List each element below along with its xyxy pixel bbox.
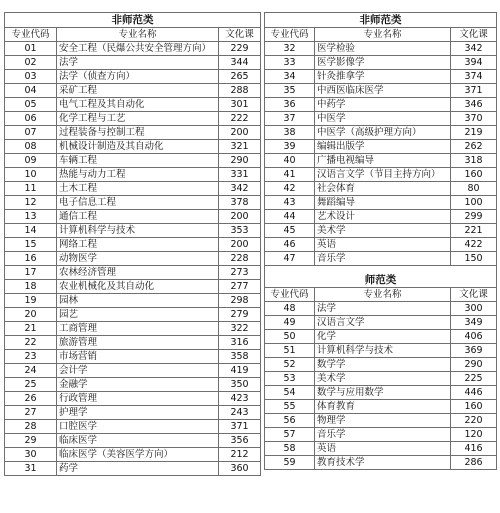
score-cell: 346: [451, 98, 497, 112]
score-cell: 160: [451, 168, 497, 182]
score-cell: 423: [219, 392, 261, 406]
table-row: [5, 266, 261, 280]
table-row: [265, 400, 497, 414]
table-row: [5, 238, 261, 252]
table-row: [5, 308, 261, 322]
score-cell: 221: [451, 224, 497, 238]
major-code-cell: 47: [265, 252, 315, 266]
score-cell: 356: [219, 434, 261, 448]
score-cell: 120: [451, 428, 497, 442]
score-cell: 265: [219, 70, 261, 84]
table-row: [5, 462, 261, 476]
major-code-cell: 37: [265, 112, 315, 126]
major-code-cell: 09: [5, 154, 57, 168]
table-row: [5, 364, 261, 378]
major-name-cell: 音乐学: [315, 428, 451, 442]
major-name-cell: 艺术设计: [315, 210, 451, 224]
score-cell: 279: [219, 308, 261, 322]
major-name-cell: 医学影像学: [315, 56, 451, 70]
column-header-score: 文化课: [451, 288, 497, 302]
major-code-cell: 30: [5, 448, 57, 462]
score-cell: 228: [219, 252, 261, 266]
major-code-cell: 21: [5, 322, 57, 336]
major-name-cell: 音乐学: [315, 252, 451, 266]
major-code-cell: 50: [265, 330, 315, 344]
score-cell: 371: [451, 84, 497, 98]
major-name-cell: 计算机科学与技术: [57, 224, 219, 238]
score-cell: 286: [451, 456, 497, 470]
table-row: [265, 414, 497, 428]
table-row: [5, 112, 261, 126]
table-row: [265, 428, 497, 442]
score-cell: 318: [451, 154, 497, 168]
major-code-cell: 29: [5, 434, 57, 448]
table-row: [265, 112, 497, 126]
major-name-cell: 临床医学: [57, 434, 219, 448]
major-name-cell: 中西医临床医学: [315, 84, 451, 98]
major-code-cell: 48: [265, 302, 315, 316]
table-row: [5, 420, 261, 434]
table-row: [5, 350, 261, 364]
section-title: 师范类: [265, 273, 497, 288]
major-name-cell: 计算机科学与技术: [315, 344, 451, 358]
major-code-cell: 19: [5, 294, 57, 308]
major-code-cell: 17: [5, 266, 57, 280]
major-name-cell: 美术学: [315, 372, 451, 386]
score-cell: 299: [451, 210, 497, 224]
column-header-score: 文化课: [219, 28, 261, 42]
score-cell: 358: [219, 350, 261, 364]
score-cell: 150: [451, 252, 497, 266]
score-cell: 80: [451, 182, 497, 196]
column-header-name: 专业名称: [315, 28, 451, 42]
score-cell: 371: [219, 420, 261, 434]
column-header-name: 专业名称: [57, 28, 219, 42]
score-cell: 349: [451, 316, 497, 330]
major-code-cell: 36: [265, 98, 315, 112]
major-code-cell: 20: [5, 308, 57, 322]
table-row: [5, 126, 261, 140]
major-code-cell: 08: [5, 140, 57, 154]
major-name-cell: 金融学: [57, 378, 219, 392]
major-name-cell: 中医学: [315, 112, 451, 126]
table-row: [265, 442, 497, 456]
major-code-cell: 51: [265, 344, 315, 358]
major-code-cell: 44: [265, 210, 315, 224]
section-break: [265, 266, 497, 302]
right-bottom-table-body: [265, 302, 497, 470]
score-cell: 422: [451, 238, 497, 252]
major-name-cell: 护理学: [57, 406, 219, 420]
major-code-cell: 35: [265, 84, 315, 98]
right-top-table-body: [265, 42, 497, 266]
table-row: [5, 70, 261, 84]
table-row: [5, 56, 261, 70]
major-name-cell: 英语: [315, 238, 451, 252]
table-row: [265, 330, 497, 344]
major-name-cell: 电气工程及其自动化: [57, 98, 219, 112]
table-row: [265, 98, 497, 112]
table-row: [5, 294, 261, 308]
left-table-body: [5, 42, 261, 476]
major-name-cell: 市场营销: [57, 350, 219, 364]
major-name-cell: 过程装备与控制工程: [57, 126, 219, 140]
score-cell: 200: [219, 126, 261, 140]
score-cell: 200: [219, 210, 261, 224]
major-name-cell: 旅游管理: [57, 336, 219, 350]
major-code-cell: 06: [5, 112, 57, 126]
table-row: [5, 322, 261, 336]
major-code-cell: 56: [265, 414, 315, 428]
major-code-cell: 12: [5, 196, 57, 210]
table-row: [5, 154, 261, 168]
major-name-cell: 采矿工程: [57, 84, 219, 98]
score-cell: 273: [219, 266, 261, 280]
major-name-cell: 会计学: [57, 364, 219, 378]
table-row: [265, 126, 497, 140]
major-name-cell: 医学检验: [315, 42, 451, 56]
score-cell: 288: [219, 84, 261, 98]
score-cell: 369: [451, 344, 497, 358]
major-code-cell: 42: [265, 182, 315, 196]
score-cell: 220: [451, 414, 497, 428]
major-name-cell: 化学: [315, 330, 451, 344]
table-row: [5, 182, 261, 196]
table-row: [265, 182, 497, 196]
major-name-cell: 农业机械化及其自动化: [57, 280, 219, 294]
score-cell: 344: [219, 56, 261, 70]
score-cell: 406: [451, 330, 497, 344]
major-code-cell: 46: [265, 238, 315, 252]
score-cell: 200: [219, 238, 261, 252]
major-name-cell: 物理学: [315, 414, 451, 428]
major-code-cell: 02: [5, 56, 57, 70]
table-row: [5, 168, 261, 182]
table-row: [265, 344, 497, 358]
major-code-cell: 03: [5, 70, 57, 84]
major-name-cell: 药学: [57, 462, 219, 476]
score-cell: 290: [219, 154, 261, 168]
score-cell: 219: [451, 126, 497, 140]
table-row: [5, 140, 261, 154]
table-row: [5, 84, 261, 98]
major-code-cell: 04: [5, 84, 57, 98]
table-row: [265, 154, 497, 168]
major-code-cell: 54: [265, 386, 315, 400]
major-code-cell: 01: [5, 42, 57, 56]
column-header-code: 专业代码: [5, 28, 57, 42]
table-row: [265, 70, 497, 84]
section-title: 非师范类: [265, 13, 497, 28]
score-cell: 321: [219, 140, 261, 154]
table-row: [5, 224, 261, 238]
major-name-cell: 动物医学: [57, 252, 219, 266]
major-code-cell: 57: [265, 428, 315, 442]
major-name-cell: 舞蹈编导: [315, 196, 451, 210]
score-cell: 360: [219, 462, 261, 476]
major-name-cell: 美术学: [315, 224, 451, 238]
major-code-cell: 27: [5, 406, 57, 420]
major-name-cell: 化学工程与工艺: [57, 112, 219, 126]
score-cell: 378: [219, 196, 261, 210]
major-name-cell: 英语: [315, 442, 451, 456]
table-row: [5, 280, 261, 294]
major-code-cell: 53: [265, 372, 315, 386]
major-name-cell: 热能与动力工程: [57, 168, 219, 182]
table-row: [5, 252, 261, 266]
major-name-cell: 数学与应用数学: [315, 386, 451, 400]
major-code-cell: 25: [5, 378, 57, 392]
major-name-cell: 土木工程: [57, 182, 219, 196]
major-code-cell: 34: [265, 70, 315, 84]
table-row: [5, 448, 261, 462]
score-cell: 342: [451, 42, 497, 56]
major-name-cell: 口腔医学: [57, 420, 219, 434]
table-row: [265, 456, 497, 470]
major-code-cell: 32: [265, 42, 315, 56]
major-name-cell: 汉语言文学（节目主持方向）: [315, 168, 451, 182]
major-code-cell: 33: [265, 56, 315, 70]
table-row: [5, 98, 261, 112]
right-score-table: [264, 12, 497, 470]
section-spacer: [265, 266, 497, 274]
score-cell: 394: [451, 56, 497, 70]
column-header-code: 专业代码: [265, 288, 315, 302]
score-cell: 262: [451, 140, 497, 154]
table-row: [5, 406, 261, 420]
major-name-cell: 网络工程: [57, 238, 219, 252]
score-cell: 353: [219, 224, 261, 238]
score-cell: 212: [219, 448, 261, 462]
major-name-cell: 中医学（高级护理方向）: [315, 126, 451, 140]
major-code-cell: 31: [5, 462, 57, 476]
table-row: [265, 302, 497, 316]
score-cell: 298: [219, 294, 261, 308]
major-name-cell: 工商管理: [57, 322, 219, 336]
table-row: [5, 336, 261, 350]
major-code-cell: 45: [265, 224, 315, 238]
table-row: [5, 42, 261, 56]
major-code-cell: 23: [5, 350, 57, 364]
major-code-cell: 14: [5, 224, 57, 238]
table-row: [265, 140, 497, 154]
score-cell: 290: [451, 358, 497, 372]
section-title: 非师范类: [5, 13, 261, 28]
table-row: [265, 168, 497, 182]
table-row: [265, 386, 497, 400]
score-cell: 322: [219, 322, 261, 336]
score-cell: 229: [219, 42, 261, 56]
major-code-cell: 52: [265, 358, 315, 372]
score-cell: 225: [451, 372, 497, 386]
table-row: [265, 84, 497, 98]
score-cell: 374: [451, 70, 497, 84]
major-code-cell: 38: [265, 126, 315, 140]
major-code-cell: 26: [5, 392, 57, 406]
score-cell: 342: [219, 182, 261, 196]
major-name-cell: 广播电视编导: [315, 154, 451, 168]
major-code-cell: 10: [5, 168, 57, 182]
table-row: [5, 210, 261, 224]
major-code-cell: 18: [5, 280, 57, 294]
major-name-cell: 中药学: [315, 98, 451, 112]
score-cell: 301: [219, 98, 261, 112]
table-row: [265, 210, 497, 224]
score-cell: 416: [451, 442, 497, 456]
major-code-cell: 58: [265, 442, 315, 456]
major-name-cell: 教育技术学: [315, 456, 451, 470]
score-cell: 316: [219, 336, 261, 350]
score-cell: 446: [451, 386, 497, 400]
major-code-cell: 13: [5, 210, 57, 224]
score-cell: 370: [451, 112, 497, 126]
table-row: [5, 434, 261, 448]
major-code-cell: 40: [265, 154, 315, 168]
major-code-cell: 24: [5, 364, 57, 378]
table-row: [265, 42, 497, 56]
major-name-cell: 车辆工程: [57, 154, 219, 168]
major-name-cell: 编辑出版学: [315, 140, 451, 154]
major-code-cell: 43: [265, 196, 315, 210]
table-row: [265, 196, 497, 210]
major-code-cell: 39: [265, 140, 315, 154]
major-code-cell: 15: [5, 238, 57, 252]
major-code-cell: 22: [5, 336, 57, 350]
major-code-cell: 16: [5, 252, 57, 266]
major-name-cell: 园艺: [57, 308, 219, 322]
column-header-score: 文化课: [451, 28, 497, 42]
major-code-cell: 59: [265, 456, 315, 470]
major-name-cell: 农林经济管理: [57, 266, 219, 280]
major-name-cell: 行政管理: [57, 392, 219, 406]
table-row: [5, 392, 261, 406]
major-name-cell: 园林: [57, 294, 219, 308]
score-cell: 300: [451, 302, 497, 316]
table-row: [5, 196, 261, 210]
major-name-cell: 电子信息工程: [57, 196, 219, 210]
table-row: [265, 372, 497, 386]
table-row: [5, 378, 261, 392]
major-name-cell: 临床医学（美容医学方向）: [57, 448, 219, 462]
major-code-cell: 28: [5, 420, 57, 434]
table-row: [265, 316, 497, 330]
major-name-cell: 法学: [57, 56, 219, 70]
column-header-code: 专业代码: [265, 28, 315, 42]
major-name-cell: 社会体育: [315, 182, 451, 196]
major-name-cell: 针灸推拿学: [315, 70, 451, 84]
major-code-cell: 05: [5, 98, 57, 112]
major-name-cell: 法学（侦查方向）: [57, 70, 219, 84]
major-code-cell: 49: [265, 316, 315, 330]
major-code-cell: 11: [5, 182, 57, 196]
major-name-cell: 数学学: [315, 358, 451, 372]
left-score-table: [4, 12, 261, 476]
score-cell: 100: [451, 196, 497, 210]
major-name-cell: 通信工程: [57, 210, 219, 224]
major-name-cell: 法学: [315, 302, 451, 316]
major-code-cell: 41: [265, 168, 315, 182]
table-row: [265, 56, 497, 70]
major-name-cell: 安全工程（民爆公共安全管理方向）: [57, 42, 219, 56]
score-cell: 243: [219, 406, 261, 420]
table-row: [265, 358, 497, 372]
major-name-cell: 体育教育: [315, 400, 451, 414]
major-code-cell: 55: [265, 400, 315, 414]
score-cell: 222: [219, 112, 261, 126]
table-row: [265, 252, 497, 266]
score-cell: 350: [219, 378, 261, 392]
major-name-cell: 汉语言文学: [315, 316, 451, 330]
score-cell: 277: [219, 280, 261, 294]
column-header-name: 专业名称: [315, 288, 451, 302]
score-cell: 331: [219, 168, 261, 182]
table-row: [265, 224, 497, 238]
major-name-cell: 机械设计制造及其自动化: [57, 140, 219, 154]
score-cell: 419: [219, 364, 261, 378]
table-row: [265, 238, 497, 252]
score-cell: 160: [451, 400, 497, 414]
major-code-cell: 07: [5, 126, 57, 140]
